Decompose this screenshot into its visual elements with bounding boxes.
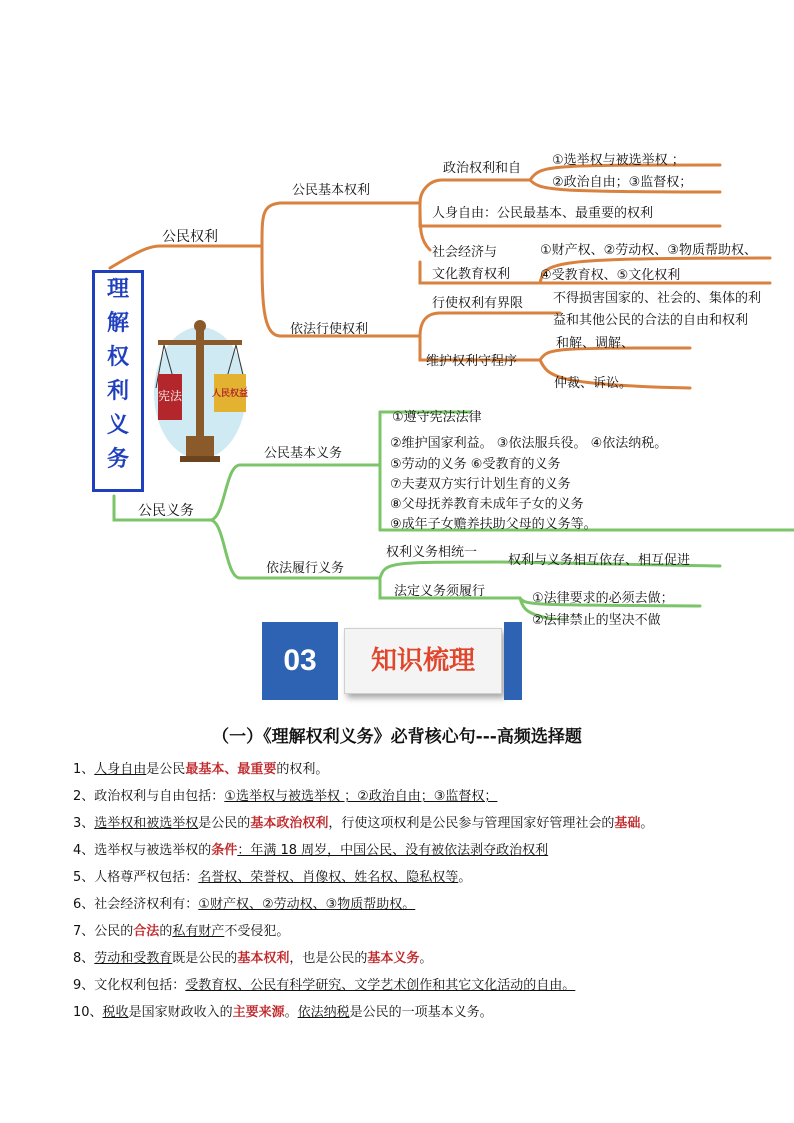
duty-item: ⑨成年子女赡养扶助父母的义务等。	[390, 517, 597, 532]
scale-right-label: 人民权益	[211, 389, 249, 399]
sentence-text: 是公民的一项基本义务。	[349, 1005, 493, 1020]
limits-detail: 不得损害国家的、社会的、集体的利	[553, 291, 762, 306]
core-sentences-list	[73, 756, 773, 1026]
branch-rights: 公民权利	[162, 229, 218, 245]
sentence-number: 6、	[73, 897, 95, 912]
node-social-economic: 社会经济与	[432, 245, 498, 260]
underlined-text: 税收	[102, 1005, 129, 1020]
key-term: 基本义务	[367, 951, 420, 966]
sentence-item	[73, 945, 773, 972]
sentence-item	[73, 972, 773, 999]
sentence-number: 2、	[73, 789, 95, 804]
key-term: 基础	[614, 816, 641, 831]
must-item: ②法律禁止的坚决不做	[532, 613, 661, 628]
node-social-economic: 文化教育权利	[432, 267, 511, 282]
node-political-rights: 政治权利和自	[443, 161, 522, 176]
root-char: 解	[106, 311, 129, 336]
sentence-item	[73, 783, 773, 810]
sentence-item	[73, 999, 773, 1026]
duty-item: ⑤劳动的义务 ⑥受教育的义务	[390, 457, 561, 472]
underlined-text: ①选举权与被选举权 ；②政治自由；③监督权；	[224, 789, 498, 804]
underlined-text: 劳动和受教育	[94, 951, 173, 966]
underlined-text: 私有财产	[172, 924, 225, 939]
underlined-text: 受教育权、公民有科学研究、文学艺术创作和其它文化活动的自由。	[185, 978, 576, 993]
sentence-text: 公民的	[94, 924, 134, 939]
key-term: 基本政治权利	[250, 816, 329, 831]
unity-detail: 权利与义务相互依存、相互促进	[508, 553, 691, 568]
sentence-item	[73, 810, 773, 837]
sentence-text: 既是公民的	[172, 951, 238, 966]
node-basic-duties: 公民基本义务	[264, 446, 343, 461]
sentence-number: 7、	[73, 924, 95, 939]
node-procedure: 维护权利守程序	[426, 354, 518, 369]
underlined-text: 选举权和被选举权	[94, 816, 199, 831]
sentence-text: 的权利。	[276, 762, 329, 777]
mindmap-root-title	[92, 270, 144, 492]
root-char: 利	[106, 379, 129, 404]
duty-item: ①遵守宪法法律	[392, 410, 482, 425]
political-item: ②政治自由；③监督权；	[552, 175, 693, 190]
key-term: 合法	[133, 924, 160, 939]
section-title: （一）《理解权利义务》必背核心句---高频选择题	[212, 727, 582, 747]
underlined-text: ：年满 18 周岁，中国公民、没有被依法剥夺政治权利	[237, 843, 549, 858]
sentence-text: 选举权与被选举权的	[94, 843, 212, 858]
sentence-number: 10、	[73, 1005, 103, 1020]
sentence-text: 。	[419, 951, 433, 966]
root-char: 务	[106, 447, 129, 472]
banner-number: 03	[262, 622, 338, 700]
root-char: 权	[106, 345, 129, 370]
key-term: 基本权利	[237, 951, 290, 966]
scale-illustration	[150, 318, 250, 468]
underlined-text: 人身自由	[94, 762, 147, 777]
social-item: ④受教育权、⑤文化权利	[540, 268, 681, 283]
procedure-item: 和解、调解、	[556, 336, 635, 351]
underlined-text: 名誉权、荣誉权、肖像权、姓名权、隐私权等	[198, 870, 459, 885]
sentence-text: 是国家财政收入的	[128, 1005, 233, 1020]
sentence-item	[73, 918, 773, 945]
sentence-text: 。	[640, 816, 654, 831]
sentence-number: 9、	[73, 978, 95, 993]
sentence-number: 3、	[73, 816, 95, 831]
underlined-text: 依法纳税	[297, 1005, 350, 1020]
key-term: 最基本、最重要	[185, 762, 277, 777]
sentence-text: 文化权利包括：	[94, 978, 186, 993]
node-basic-rights: 公民基本权利	[292, 183, 371, 198]
sentence-text: 的	[159, 924, 173, 939]
key-term: 条件	[211, 843, 238, 858]
sentence-item	[73, 837, 773, 864]
political-item: ①选举权与被选举权 ；	[552, 153, 685, 168]
banner-tail	[504, 622, 522, 700]
sentence-text: 不受侵犯。	[224, 924, 290, 939]
sentence-text: ，行使这项权利是公民参与管理国家好管理社会的	[328, 816, 615, 831]
root-char: 理	[106, 277, 129, 302]
duty-item: ⑧父母抚养教育未成年子女的义务	[390, 497, 584, 512]
sentence-text: 是公民	[146, 762, 186, 777]
section-banner	[262, 622, 522, 700]
key-term: 主要来源	[232, 1005, 285, 1020]
sentence-text: 是公民的	[198, 816, 251, 831]
root-char: 义	[106, 413, 129, 438]
node-must-fulfill: 法定义务须履行	[394, 584, 486, 599]
sentence-number: 5、	[73, 870, 95, 885]
branch-duties: 公民义务	[138, 503, 194, 519]
sentence-number: 1、	[73, 762, 95, 777]
must-item: ①法律要求的必须去做；	[532, 591, 674, 606]
node-exercise-rights: 依法行使权利	[290, 322, 369, 337]
procedure-item: 仲裁、诉讼。	[554, 376, 633, 391]
sentence-number: 8、	[73, 951, 95, 966]
underlined-text: ①财产权、②劳动权、③物质帮助权。	[198, 897, 416, 912]
limits-detail: 益和其他公民的合法的自由和权利	[553, 313, 749, 328]
social-item: ①财产权、②劳动权、③物质帮助权、	[540, 243, 757, 258]
scale-left-label: 宪法	[157, 389, 183, 403]
sentence-text: 。	[458, 870, 472, 885]
sentence-item	[73, 756, 773, 783]
node-unity: 权利义务相统一	[386, 545, 478, 560]
node-fulfill-duties: 依法履行义务	[266, 561, 345, 576]
sentence-item	[73, 864, 773, 891]
sentence-number: 4、	[73, 843, 95, 858]
sentence-item	[73, 891, 773, 918]
sentence-text: 社会经济权利有：	[94, 897, 199, 912]
sentence-text: ，也是公民的	[289, 951, 368, 966]
banner-label: 知识梳理	[344, 628, 502, 694]
duty-item: ②维护国家利益。 ③依法服兵役。 ④依法纳税。	[390, 436, 668, 451]
node-personal-freedom: 人身自由：公民最基本、最重要的权利	[432, 206, 654, 221]
sentence-text: 政治权利与自由包括：	[94, 789, 225, 804]
sentence-text: 。	[284, 1005, 298, 1020]
sentence-text: 人格尊严权包括：	[94, 870, 199, 885]
node-limits: 行使权利有界限	[432, 296, 524, 311]
duty-item: ⑦夫妻双方实行计划生育的义务	[390, 477, 571, 492]
